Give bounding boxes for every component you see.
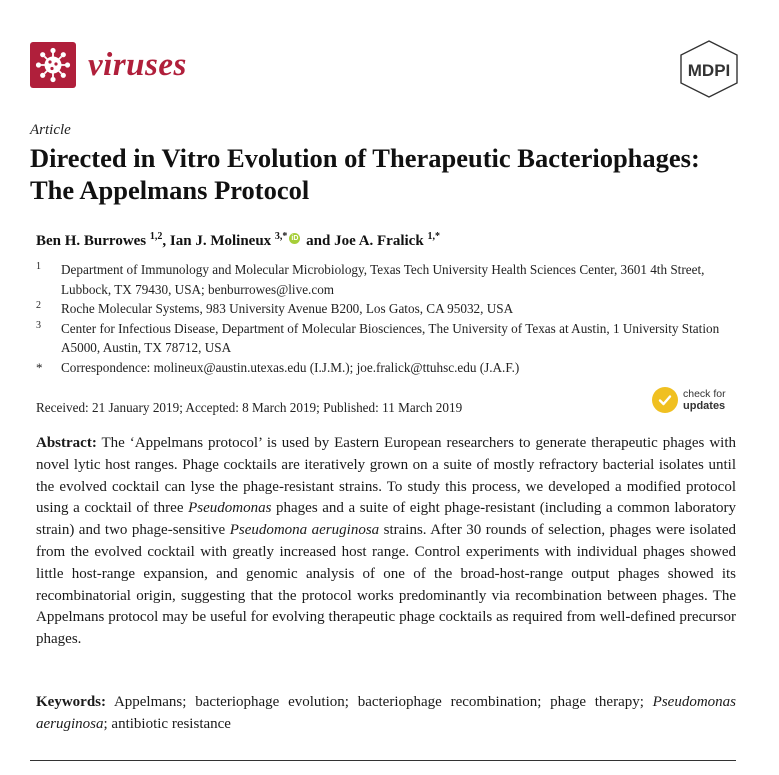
keywords-text: Appelmans; bacteriophage evolution; bacteriophage recombination; phage therapy; (106, 694, 653, 710)
abstract-text: strains. After 30 rounds of selection, phages were isolated from the evolved cocktail with greatly increased host range. Control experiments with individual phages showed little host-range expansion, and genomic analysis of one of the broad-host-range output phages showed its recombinatorial origin, suggesting that the protocol works predominantly via recombination between phages. The Appelmans protocol may be useful for evolving therapeutic phage cocktails as required from well-defined precursor phages. (36, 522, 736, 648)
article-type: Article (30, 122, 71, 138)
affiliation-text: Center for Infectious Disease, Department of Molecular Biosciences, The University of Texas at Austin, 1 University Station A5000, Austin, TX 78712, USA (61, 320, 720, 355)
abstract (36, 433, 736, 651)
virus-icon (30, 42, 76, 88)
abstract-italic-term: Pseudomonas (188, 500, 272, 517)
abstract-italic-term: Pseudomona aeruginosa (229, 522, 380, 539)
author-name[interactable]: Joe A. Fralick (334, 233, 424, 249)
keywords-label: Keywords: (36, 694, 106, 710)
keywords-text: ; antibiotic resistance (103, 715, 231, 732)
correspondence-text[interactable]: Correspondence: molineux@austin.utexas.edu (I.J.M.); joe.fralick@ttuhsc.edu (J.A.F.) (61, 359, 520, 375)
author-name[interactable]: Ian J. Molineux (169, 233, 272, 249)
affiliation-list (36, 260, 736, 377)
author-list (36, 231, 440, 250)
abstract-text: phages and a suite of eight phage-resistant (including a common laboratory strain) and two phage-sensitive (36, 500, 736, 539)
correspondence-marker: * (36, 359, 43, 375)
author-affil-marker: 1,2 (149, 231, 163, 242)
author-name[interactable]: Ben H. Burrowes (36, 233, 147, 249)
author-affil-marker: 3,* (274, 231, 288, 242)
affiliation-text: Roche Molecular Systems, 983 University Avenue B200, Los Gatos, CA 95032, USA (61, 301, 514, 316)
journal-logo[interactable] (30, 42, 187, 88)
check-circle-icon (652, 387, 678, 413)
abstract-label: Abstract: (36, 435, 97, 451)
article-title: Directed in Vitro Evolution of Therapeutic Bacteriophages: The Appelmans Protocol (30, 143, 700, 205)
abstract-text: The ‘Appelmans protocol’ is used by Eastern European researchers to generate therapeutic phages with novel lytic host ranges. Phage cocktails are iteratively grown on a suite of mostly refractory bacterial isolates until the evolved cocktail can lyse the phage-resistant strains. To study this process, we developed a modified protocol using a cocktail of three (36, 435, 736, 517)
mdpi-hexagon-icon (676, 38, 742, 98)
keywords-italic-term: Pseudomonas aeruginosa (36, 694, 736, 732)
check-updates-line1: check for (683, 388, 726, 400)
keywords (36, 692, 736, 736)
check-updates-line2: updates (683, 400, 726, 412)
affiliation-number: 1 (36, 261, 41, 272)
check-updates-label (683, 388, 726, 412)
publisher-name: MDPI (687, 61, 731, 80)
author-affil-marker: 1,* (427, 231, 440, 242)
bottom-divider (30, 760, 736, 761)
author-separator: and (302, 233, 335, 249)
affiliation-number: 2 (36, 300, 41, 311)
journal-header (30, 38, 742, 98)
correspondence-item (36, 358, 736, 378)
affiliation-number: 3 (36, 319, 41, 331)
orcid-icon[interactable]: iD (291, 235, 299, 242)
affiliation-text: Department of Immunology and Molecular Microbiology, Texas Tech University Health Sciences Center, 3601 4th Street, Lubbock, TX 79430, USA; benburrowes@live.com (61, 262, 705, 297)
publication-dates: Received: 21 January 2019; Accepted: 8 March 2019; Published: 11 March 2019 (36, 400, 463, 415)
journal-name: viruses (88, 46, 187, 83)
affiliation-item (36, 299, 736, 319)
affiliation-item (36, 319, 736, 358)
affiliation-item (36, 260, 736, 299)
mdpi-logo[interactable] (676, 38, 742, 103)
author-separator: , (162, 233, 170, 249)
check-for-updates-badge[interactable] (652, 387, 726, 413)
